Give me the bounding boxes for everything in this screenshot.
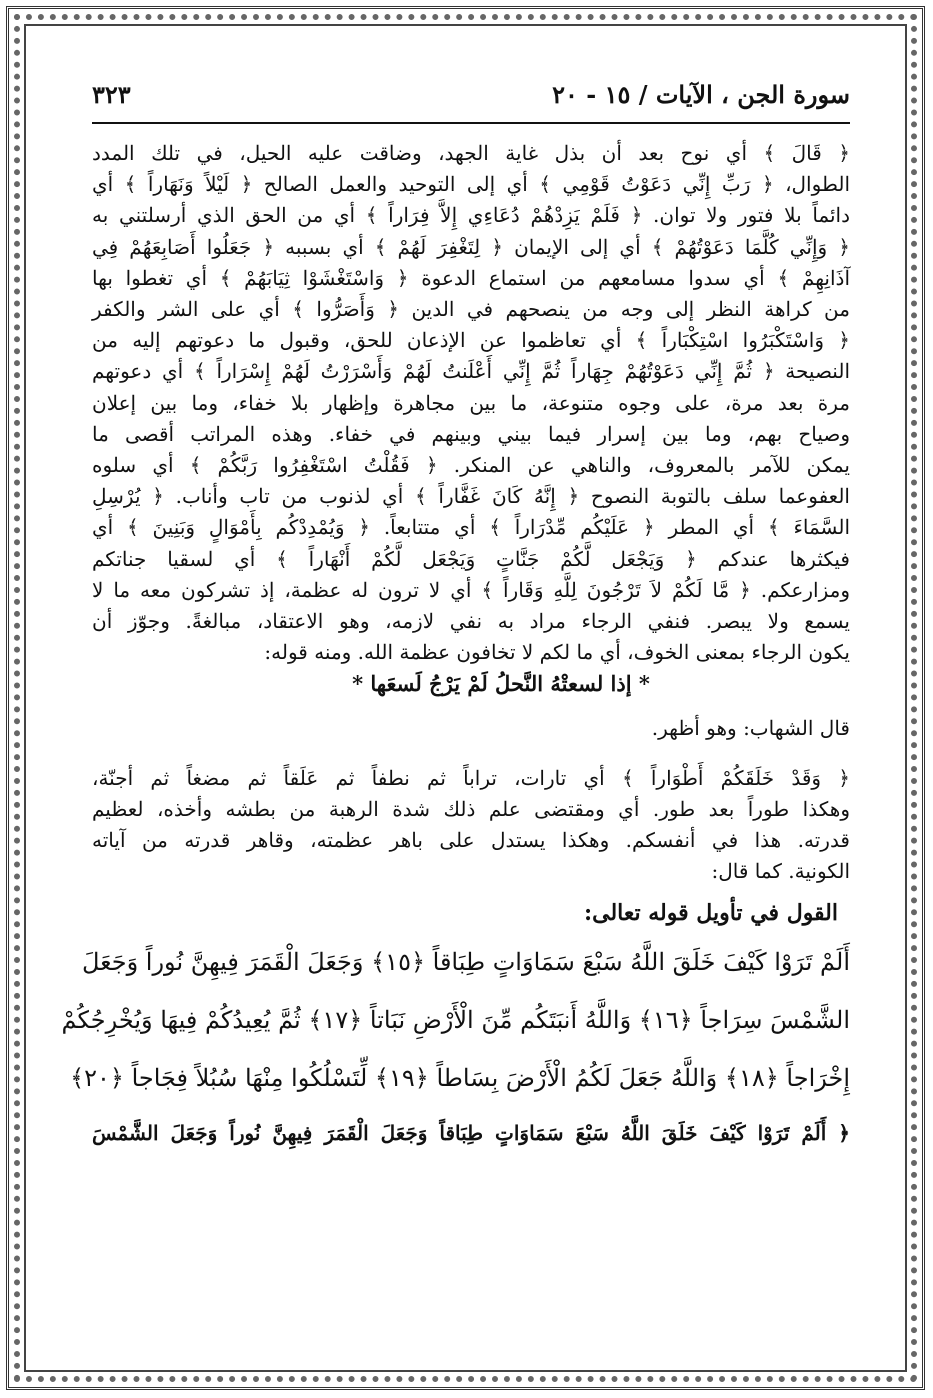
text-line: وصياح بهم، وما بين إسرار فيما بيني وبينهم في خفاء. وهذه المراتب أقصى ما: [92, 421, 850, 446]
quran-verses-block: [61, 933, 850, 1107]
quran-line: إِخْرَاجاً ﴿١٨﴾ وَاللَّهُ جَعَلَ لَكُمُ الْأَرْضَ بِسَاطاً ﴿١٩﴾ لِّتَسْلُكُوا مِنْهَا سُبُلاً فِجَاجاً ﴿٢٠﴾: [70, 1064, 850, 1093]
section-heading: القول في تأويل قوله تعالى:: [584, 900, 838, 927]
text-line: ﴿ وَاسْتَكْبَرُوا اسْتِكْبَاراً ﴾ أي تعاظموا عن الإذعان للحق، وقبول ما دعوتهم إليه من: [92, 328, 850, 353]
text-line: من كراهة النظر إلى وجه من ينصحهم في الدين ﴿ وَأَصَرُّوا ﴾ أي على الشر والكفر: [92, 297, 850, 322]
text-line: ﴿ وَقَدْ خَلَقَكُمْ أَطْوَاراً ﴾ أي تارات، تراباً ثم نطفاً ثم عَلَقاً ثم مضغاً ثم أجنّة،: [92, 765, 850, 790]
commentary-paragraph-2: [92, 763, 850, 888]
quran-line: الشَّمْسَ سِرَاجاً ﴿١٦﴾ وَاللَّهُ أَنبَتَكُم مِّنَ الْأَرْضِ نَبَاتاً ﴿١٧﴾ ثُمَّ يُعِيدُكُمْ فِيهَا وَيُخْرِجُكُمْ: [61, 1006, 850, 1035]
text-line: يكون الرجاء بمعنى الخوف، أي ما لكم لا تخافون عظمة الله. ومنه قوله:: [264, 640, 850, 665]
page-number: ٣٢٣: [92, 80, 131, 109]
page-header: [92, 74, 850, 124]
text-line: العفوعما سلف بالتوبة النصوح ﴿ إِنَّهُ كَانَ غَفَّاراً ﴾ أي لذنوب من تاب وأناب. ﴿ يُرْسِلِ: [92, 484, 850, 509]
text-line: يسمع ولا يبصر. فنفي الرجاء مراد به نفي لازمه، وهو الاعتقاد، مبالغةً. وجوّز أن: [92, 609, 850, 634]
shihab-line: قال الشهاب: وهو أظهر.: [651, 716, 850, 741]
text-line: ﴿ وَإِنِّي كُلَّمَا دَعَوْتُهُمْ ﴾ أي إلى الإيمان ﴿ لِتَغْفِرَ لَهُمْ ﴾ أي بسببه ﴿ جَعَلُوا أَصَابِعَهُمْ فِي: [92, 234, 850, 259]
commentary-paragraph: [92, 138, 850, 668]
text-line: الكونية. كما قال:: [711, 859, 850, 884]
text-line: قدرته. هذا في أنفسكم. وهكذا يستدل على باهر عظمته، وقاهر قدرته من آياته: [92, 828, 850, 853]
text-line: السَّمَاءَ ﴾ أي المطر ﴿ عَلَيْكُم مِّدْرَاراً ﴾ أي متتابعاً. ﴿ وَيُمْدِدْكُم بِأَمْوَالٍ وَبَنِينَ ﴾ أي: [92, 515, 850, 540]
text-line: الطوال، ﴿ رَبِّ إِنِّي دَعَوْتُ قَوْمِي ﴾ أي إلى التوحيد والعمل الصالح ﴿ لَيْلاً وَنَهَاراً ﴾ أي: [92, 172, 850, 197]
quran-line: أَلَمْ تَرَوْا كَيْفَ خَلَقَ اللَّهُ سَبْعَ سَمَاوَاتٍ طِبَاقاً ﴿١٥﴾ وَجَعَلَ الْقَمَرَ فِيهِنَّ نُوراً وَجَعَلَ: [81, 948, 850, 977]
text-line: آذَانِهِمْ ﴾ أي سدوا مسامعهم من استماع الدعوة ﴿ وَاسْتَغْشَوْا ثِيَابَهُمْ ﴾ أي تغطوا بها: [92, 265, 850, 290]
running-title: سورة الجن ، الآيات / ١٥ - ٢٠: [552, 80, 850, 109]
text-line: النصيحة ﴿ ثُمَّ إِنِّي دَعَوْتُهُمْ جِهَاراً ثُمَّ إِنِّي أَعْلَنتُ لَهُمْ وَأَسْرَرْتُ لَهُمْ إِسْرَاراً ﴾ أي دعوتهم: [92, 359, 850, 384]
page-content: [61, 138, 850, 1153]
verse-commentary-start: ﴿ أَلَمْ تَرَوْا كَيْفَ خَلَقَ اللَّهُ سَبْعَ سَمَاوَاتٍ طِبَاقاً وَجَعَلَ الْقَمَرَ فِيهِنَّ نُوراً وَجَعَلَ الشَّمْسَ: [92, 1121, 850, 1146]
text-line: ﴿ قَالَ ﴾ أي نوح بعد أن بذل غاية الجهد، وضاقت عليه الحيل، في تلك المدد: [92, 141, 850, 165]
poetry-quote: * إذا لسعتْهُ النَّحلُ لَمْ يَرْجُ لَسعَها *: [352, 671, 650, 697]
text-line: دائماً بلا فتور ولا توان. ﴿ فَلَمْ يَزِدْهُمْ دُعَاءِي إِلاَّ فِرَاراً ﴾ أي من الحق الذي أرسلتني به: [92, 203, 850, 228]
text-line: يمكن للآمر بالمعروف، والناهي عن المنكر. ﴿ فَقُلْتُ اسْتَغْفِرُوا رَبَّكُمْ ﴾ أي سلوه: [92, 453, 850, 478]
text-line: ومزارعكم. ﴿ مَّا لَكُمْ لاَ تَرْجُونَ لِلَّهِ وَقَاراً ﴾ أي لا ترون له عظمة، إذ تشركون معه ما لا: [92, 577, 850, 602]
text-line: وهكذا طوراً بعد طور. أي ومقتضى علم ذلك شدة الرهبة من بطشه وأخذه، لعظيم: [92, 796, 850, 821]
text-line: مرة بعد مرة، على وجوه متنوعة، ما بين مجاهرة وإظهار بلا خفاء، وما بين إعلان: [92, 390, 850, 415]
text-line: فيكثرها عندكم ﴿ وَيَجْعَل لَّكُمْ جَنَّاتٍ وَيَجْعَل لَّكُمْ أَنْهَاراً ﴾ أي لسقيا جناتكم: [92, 546, 850, 571]
